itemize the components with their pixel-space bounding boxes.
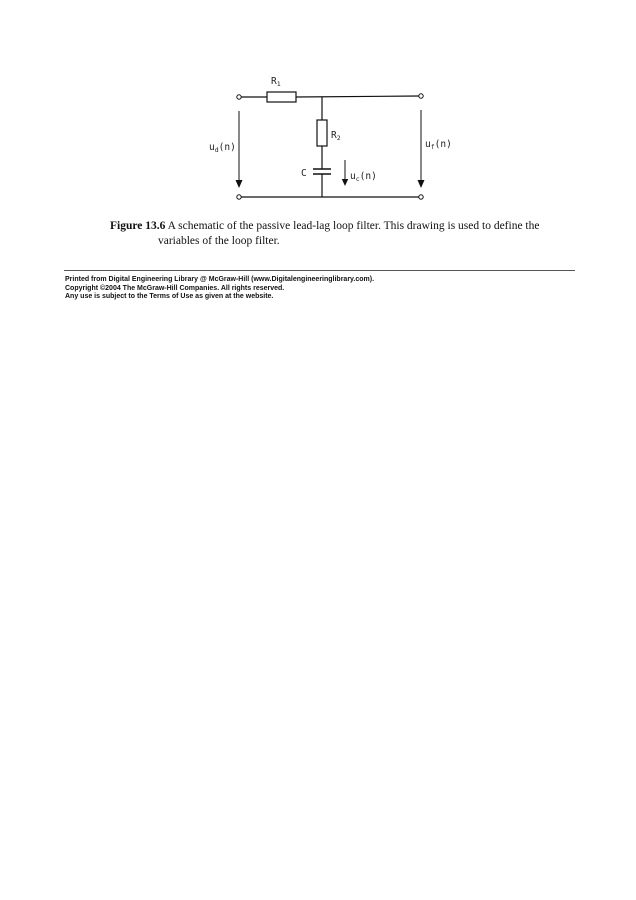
footer-line-copyright: Copyright ©2004 The McGraw-Hill Companies. All rights reserved. <box>65 284 285 292</box>
terminal-bottom-left <box>237 195 241 199</box>
label-r1: $R_1$ <box>271 76 281 88</box>
caption-line-1 <box>110 219 555 234</box>
lead-lag-filter-schematic <box>0 0 636 230</box>
arrow-ud-head <box>236 180 243 188</box>
caption-text-1: A schematic of the passive lead-lag loop filter. This drawing is used to define the <box>167 220 540 232</box>
terminal-top-right <box>419 94 423 98</box>
label-r2: $R_2$ <box>331 130 341 142</box>
arrow-uf-head <box>418 180 425 188</box>
terminal-top-left <box>237 95 241 99</box>
resistor-r1 <box>267 92 296 102</box>
label-c: C <box>301 168 307 179</box>
footer-line-printed: Printed from Digital Engineering Library @ McGraw-Hill (www.Digitalengineeringlibrary.com). <box>65 276 375 283</box>
footer-notice <box>65 276 575 302</box>
label-uc: $u_c(n)$ <box>350 171 377 183</box>
label-uf: $u_f(n)$ <box>425 139 452 151</box>
caption-label: Figure 13.6 <box>110 220 166 232</box>
resistor-r2 <box>317 120 327 146</box>
footer-line-terms: Any use is subject to the Terms of Use as given at the website. <box>65 293 274 300</box>
arrow-uc-head <box>342 179 348 186</box>
figure-caption <box>110 219 555 249</box>
footer-divider <box>64 270 575 271</box>
label-ud: $u_d(n)$ <box>209 142 236 154</box>
caption-line-2: variables of the loop filter. <box>158 235 280 247</box>
terminal-bottom-right <box>419 195 423 199</box>
wire-top-right <box>296 96 419 97</box>
